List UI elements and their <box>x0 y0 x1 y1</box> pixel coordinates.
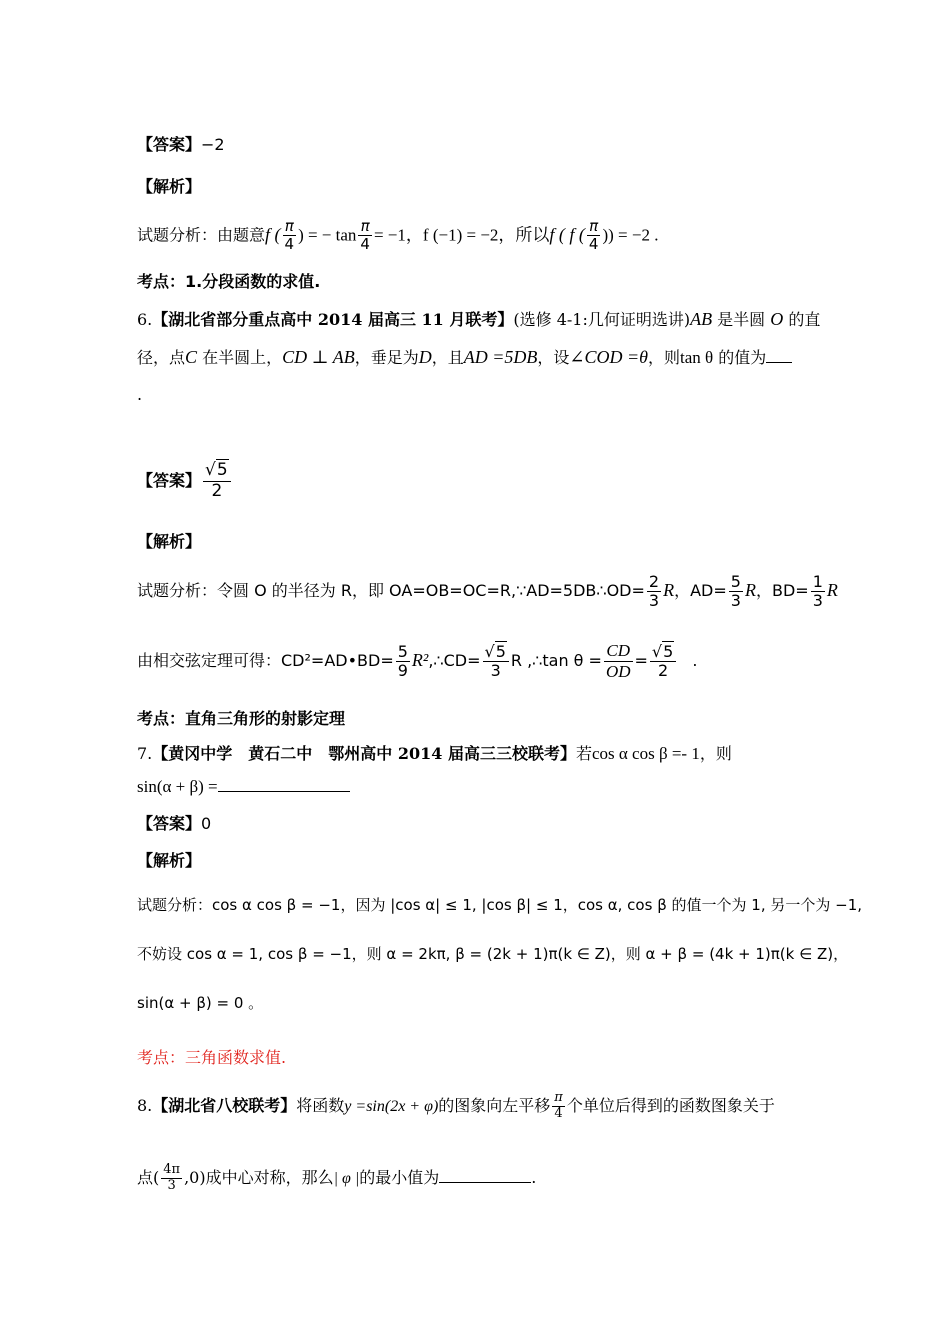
q7-text: 若 <box>575 744 592 763</box>
q6-ana2-text: 由相交弦定理可得：CD²=AD•BD= <box>137 651 394 670</box>
q7-line2 <box>137 776 350 798</box>
q8-text: 将函数 <box>296 1096 345 1115</box>
q8-text: 的最小值为 <box>359 1168 440 1187</box>
q5-answer-label: 【答案】 <box>137 135 202 154</box>
q5-eq3: f (−1) = −2，所以 <box>422 225 550 245</box>
q8-abs-phi: | φ | <box>333 1170 360 1187</box>
q6-num: 6. <box>137 310 153 329</box>
q5-answer <box>137 134 225 156</box>
q7-answer-value: 0 <box>201 814 212 833</box>
q6-frac-2-3: $\frac{2}{3}$ <box>648 571 660 610</box>
q6-topic: (选修 4-1:几何证明选讲) <box>513 310 691 329</box>
q7-analysis-2: 不妨设 cos α = 1, cos β = −1，则 α = 2kπ, β = (2k + 1)π(k ∈ Z)，则 α + β = (4k + 1)π(k ∈ Z)， <box>137 945 849 963</box>
q7-answer-label: 【答案】 <box>137 814 202 833</box>
q6-r: R <box>663 580 675 600</box>
q6-text: 的值为 <box>713 348 767 367</box>
q6-text: ，则 <box>648 348 681 367</box>
q5-f-open: f ( <box>265 224 281 245</box>
q6-frac-5-9: $\frac{5}{9}$ <box>397 641 408 680</box>
q7-analysis-1: 试题分析：cos α cos β = −1，因为 |cos α| ≤ 1, |cos β| ≤ 1，cos α, cos β 的值一个为 1, 另一个为 −1, <box>137 896 863 914</box>
q6-ad-eq: AD =5DB <box>463 347 538 367</box>
q5-eq1: ) = − tan <box>298 225 357 245</box>
q6-r: R <box>744 580 756 600</box>
q6-perp: CD ⊥ AB <box>282 347 355 367</box>
q8-frac-pi4: $\frac{\pi}{4}$ <box>554 1090 563 1121</box>
q6-o: O <box>770 309 784 329</box>
q7-line1 <box>137 743 732 765</box>
q6-ana1-bd: ，BD= <box>755 581 809 600</box>
q7-num: 7. <box>137 744 153 763</box>
q6-c: C <box>185 347 198 367</box>
q5-answer-value: −2 <box>201 135 225 154</box>
q6-angle: ∠COD =θ <box>569 347 648 367</box>
q6-frac-sqrt5-3: $\frac{√5}{3}$ <box>483 643 509 681</box>
q5-eq2: = −1， <box>373 225 423 245</box>
q6-ab: AB <box>690 309 713 329</box>
q8-text: 成中心对称，那么 <box>205 1168 334 1187</box>
q8-line1 <box>137 1084 775 1129</box>
q6-ana2-cd: ,∴CD= <box>428 651 481 670</box>
q6-answer <box>137 458 233 504</box>
q6-text: 的直 <box>783 310 821 329</box>
q6-ana2-end: . <box>692 651 698 670</box>
q6-frac-cd-od: $\frac{CD}{OD}$ <box>605 641 631 681</box>
q5-frac-pi4-b: $\frac{\pi}{4}$ <box>360 217 370 254</box>
q6-text: 是半圆 <box>712 310 771 329</box>
q6-line2 <box>137 346 792 369</box>
q8-num: 8. <box>137 1096 153 1115</box>
q5-frac-pi4-a: $\frac{\pi}{4}$ <box>284 217 295 254</box>
q7-blank <box>218 777 350 792</box>
q6-r: R <box>826 580 838 600</box>
q6-text: 在半圆上， <box>197 348 283 367</box>
q7-kaodian: 考点：三角函数求值. <box>137 1048 287 1067</box>
q6-analysis-label: 【解析】 <box>137 532 202 551</box>
q6-tan: tan θ <box>680 348 714 367</box>
q5-analysis-label: 【解析】 <box>137 177 202 196</box>
q6-ana1-ad: ，AD= <box>674 581 727 600</box>
q8-paren: ( <box>153 1168 160 1187</box>
q6-text: ，且 <box>431 348 464 367</box>
q6-d: D <box>418 347 432 367</box>
q8-paren: ,0) <box>184 1168 206 1187</box>
q8-blank <box>439 1168 531 1183</box>
q7-cond: cos α cos β =- 1 <box>591 744 700 763</box>
q8-line2 <box>137 1156 536 1201</box>
q6-source: 【湖北省部分重点高中 2014 届高三 11 月联考】 <box>152 310 514 329</box>
q6-analysis-1 <box>137 568 838 613</box>
q6-answer-frac: $\frac{√5}{2}$ <box>203 461 231 501</box>
q7-answer <box>137 813 211 835</box>
q8-text: 的图象向左平移 <box>438 1096 551 1115</box>
q6-text: ，垂足为 <box>354 348 419 367</box>
q5-analysis <box>137 218 658 254</box>
q7-analysis-label: 【解析】 <box>137 851 202 870</box>
sqrt-icon: √5 <box>205 460 228 481</box>
q6-frac-5-3: $\frac{5}{3}$ <box>730 571 741 610</box>
q8-func: y =sin(2x + φ) <box>344 1098 439 1115</box>
q5-eq5: )) = −2 . <box>602 225 659 245</box>
q6-r2: R² <box>411 650 429 670</box>
q7-source: 【黄冈中学 黄石二中 鄂州高中 2014 届高三三校联考】 <box>152 744 576 763</box>
q8-source: 【湖北省八校联考】 <box>152 1096 297 1115</box>
q6-ana2-tan: R ,∴tan θ = <box>510 651 602 670</box>
q7-analysis-3: sin(α + β) = 0 。 <box>137 994 264 1012</box>
q6-line3: . <box>137 385 143 404</box>
q5-analysis-text: 试题分析：由题意 <box>137 225 266 245</box>
q5-kaodian: 考点：1.分段函数的求值. <box>137 272 321 291</box>
q6-ana1-text: 试题分析：令圆 O 的半径为 R，即 OA=OB=OC=R,∵AD=5DB∴OD= <box>137 581 645 600</box>
q8-text: . <box>531 1168 537 1187</box>
q6-analysis-2: 由相交弦定理可得：CD²=AD•BD= $\frac{5}{9}$ R²,∴CD= $\frac{√5}{3}$ R ,∴tan θ = $\frac{CD}{OD}$ = $\frac{√5}{2}$ . <box>137 641 698 681</box>
q6-answer-label: 【答案】 <box>137 471 202 490</box>
q7-text: ，则 <box>699 744 732 763</box>
q6-frac-1-3: $\frac{1}{3}$ <box>812 571 823 610</box>
q8-text: 点 <box>137 1168 154 1187</box>
q6-kaodian: 考点：直角三角形的射影定理 <box>137 709 346 728</box>
q8-text: 个单位后得到的函数图象关于 <box>566 1096 775 1115</box>
q8-frac-4pi-3: $\frac{4\pi}{3}$ <box>163 1162 181 1193</box>
q6-frac-sqrt5-2: $\frac{√5}{2}$ <box>650 643 676 681</box>
q5-eq4: f ( f ( <box>549 224 585 245</box>
q6-blank <box>766 348 792 363</box>
q6-text: ，设 <box>537 348 570 367</box>
q6-text: 径，点 <box>137 348 186 367</box>
q6-line1 <box>137 308 820 331</box>
q7-sin-expr: sin(α + β) = <box>137 777 218 796</box>
q5-frac-pi4-c: $\frac{\pi}{4}$ <box>588 217 599 254</box>
